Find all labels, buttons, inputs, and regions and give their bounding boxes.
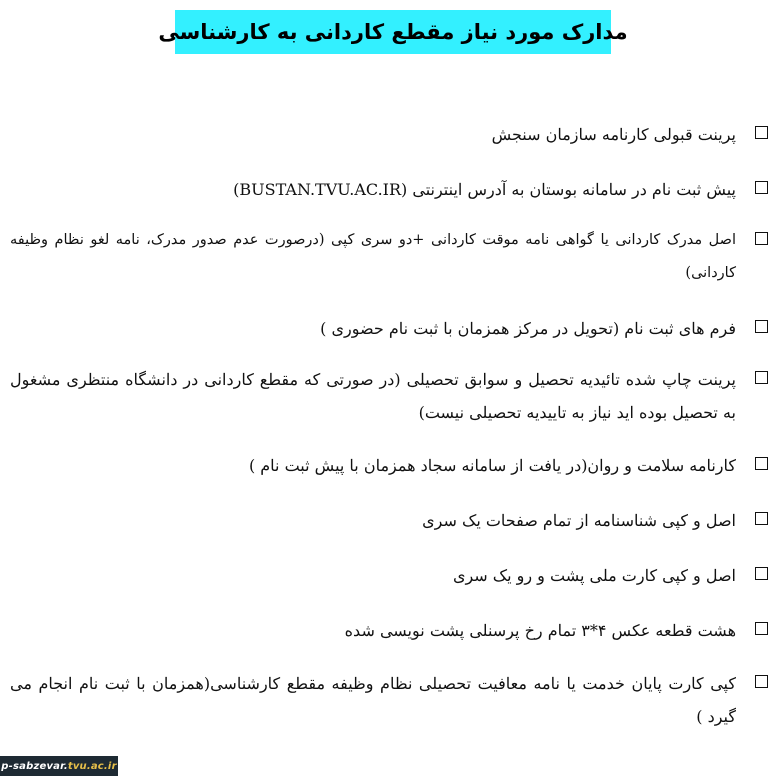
list-item-text: اصل و کپی کارت ملی پشت و رو یک سری bbox=[452, 566, 736, 585]
watermark-suffix: tvu.ac.ir bbox=[67, 760, 117, 772]
list-item bbox=[10, 363, 768, 429]
checkbox-icon bbox=[755, 126, 768, 139]
list-item bbox=[10, 118, 768, 151]
checkbox-icon bbox=[755, 371, 768, 384]
page-title: مدارک مورد نیاز مقطع کاردانی به کارشناسی bbox=[158, 20, 628, 44]
checkbox-icon bbox=[755, 232, 768, 245]
checkbox-icon bbox=[755, 181, 768, 194]
list-item bbox=[10, 224, 768, 290]
checkbox-icon bbox=[755, 512, 768, 525]
list-item-text: اصل مدرک کاردانی یا گواهی نامه موقت کاردانی +دو سری کپی (درصورت عدم صدور مدرک، نامه لغو نظام وظیفه کاردانی) bbox=[10, 232, 736, 281]
list-item-text: هشت قطعه عکس ۴*۳ تمام رخ پرسنلی پشت نویسی شده bbox=[344, 621, 736, 640]
list-item-text: اصل و کپی شناسنامه از تمام صفحات یک سری bbox=[422, 511, 736, 530]
requirements-list bbox=[10, 118, 768, 733]
list-item-text: کارنامه سلامت و روان(در یافت از سامانه سجاد همزمان با پیش ثبت نام ) bbox=[248, 456, 736, 475]
checkbox-icon bbox=[755, 622, 768, 635]
checkbox-icon bbox=[755, 457, 768, 470]
list-item bbox=[10, 559, 768, 592]
list-item-text: پرینت قبولی کارنامه سازمان سنجش bbox=[491, 125, 736, 144]
list-item-text: پیش ثبت نام در سامانه بوستان به آدرس اینترنتی (BUSTAN.TVU.AC.IR) bbox=[233, 180, 736, 199]
checkbox-icon bbox=[755, 320, 768, 333]
title-banner bbox=[158, 10, 628, 54]
list-item bbox=[10, 312, 768, 345]
list-item-text: فرم های ثبت نام (تحویل در مرکز همزمان با ثبت نام حضوری ) bbox=[320, 319, 736, 338]
site-watermark bbox=[0, 756, 118, 776]
checkbox-icon bbox=[755, 567, 768, 580]
list-item bbox=[10, 614, 768, 647]
list-item bbox=[10, 173, 768, 206]
list-item-text: کپی کارت پایان خدمت یا نامه معافیت تحصیلی نظام وظیفه مقطع کارشناسی(همزمان با ثبت نام انجام می گیرد ) bbox=[10, 674, 736, 726]
list-item bbox=[10, 504, 768, 537]
watermark-prefix: p-sabzevar. bbox=[1, 760, 68, 772]
list-item-text: پرینت چاپ شده تائیدیه تحصیل و سوابق تحصیلی (در صورتی که مقطع کاردانی در دانشگاه منتظری مشغول به تحصیل بوده اید نیاز به تاییدیه تحصیلی نیست) bbox=[10, 370, 736, 422]
list-item bbox=[10, 449, 768, 482]
checkbox-icon bbox=[755, 675, 768, 688]
list-item bbox=[10, 667, 768, 733]
